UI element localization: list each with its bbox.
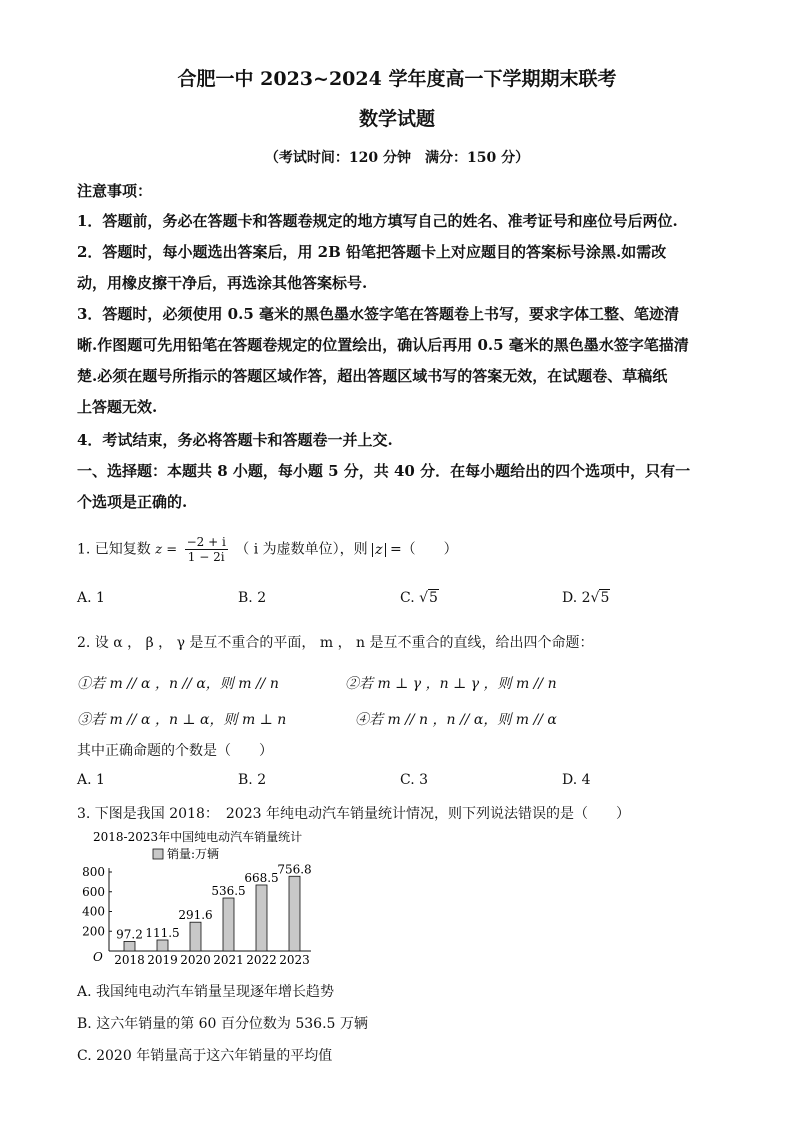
bar-2021 — [223, 898, 234, 951]
q1-abs-z: z — [372, 543, 385, 557]
y-tick-label: 600 — [82, 884, 105, 899]
x-tick-label: 2019 — [147, 953, 178, 967]
question-1-stem — [77, 535, 458, 564]
q3-option-b: B. 这六年销量的第 60 百分位数为 536.5 万辆 — [77, 1016, 368, 1032]
sqrt-symbol: √ — [419, 590, 429, 606]
note-line: 楚.必须在题号所指示的答题区域作答，超出答题区域书写的答案无效，在试题卷、草稿纸 — [77, 367, 668, 385]
q2-proposition-2: ②若 m ⊥ γ ，n ⊥ γ ，则 m // n — [345, 676, 557, 692]
y-tick-label: 800 — [82, 865, 105, 879]
sqrt-symbol: √ — [590, 590, 600, 606]
note-line: 3．答题时，必须使用 0.5 毫米的黑色墨水签字笔在答题卷上书写，要求字体工整、笔迹清 — [77, 305, 679, 323]
sales-bar-chart — [75, 826, 325, 974]
q1-prefix: 1. 已知复数 — [77, 541, 151, 558]
x-tick-label: 2018 — [114, 953, 145, 967]
q2-proposition-3: ③若 m // α ，n ⊥ α，则 m ⊥ n — [77, 712, 287, 728]
notes-heading: 注意事项： — [77, 182, 153, 200]
legend-label: 销量:万辆 — [167, 847, 220, 861]
note-line: 动，用橡皮擦干净后，再选涂其他答案标号. — [77, 274, 368, 292]
q1-middle: （ i 为虚数单位），则 — [235, 541, 368, 558]
q1-suffix: =（ ） — [389, 541, 458, 558]
note-line: 4．考试结束，务必将答题卡和答题卷一并上交. — [77, 431, 393, 449]
bar-2019 — [157, 940, 168, 951]
question-3-stem: 3. 下图是我国 2018： 2023 年纯电动汽车销量统计情况，则下列说法错误的是（ ） — [77, 806, 630, 822]
q1-option-c — [400, 590, 439, 606]
question-2-stem: 2. 设 α ， β ， γ 是互不重合的平面， m ， n 是互不重合的直线，给出四个命题： — [77, 635, 594, 651]
data-label: 756.8 — [277, 862, 312, 877]
data-label: 97.2 — [116, 927, 143, 942]
question-2-question: 其中正确命题的个数是（ ） — [77, 743, 273, 759]
exam-subject: 数学试题 — [358, 108, 435, 130]
data-label: 111.5 — [145, 925, 180, 940]
q3-option-a: A. 我国纯电动汽车销量呈现逐年增长趋势 — [77, 984, 335, 1000]
section-heading: 一、选择题：本题共 8 小题，每小题 5 分，共 40 分．在每小题给出的四个选项中，只有一 — [77, 462, 691, 480]
q1-option-d — [562, 590, 610, 606]
bar-2022 — [256, 885, 267, 951]
q1-fraction — [185, 535, 228, 564]
q2-option-b: B. 2 — [238, 772, 267, 788]
note-line: 1．答题前，务必在答题卡和答题卷规定的地方填写自己的姓名、准考证号和座位号后两位. — [77, 212, 678, 230]
chart-title: 2018-2023年中国纯电动汽车销量统计 — [93, 830, 303, 844]
q1-option-a: A. 1 — [77, 590, 105, 606]
q1-lhs: z = — [155, 542, 178, 558]
y-tick-label: 200 — [82, 924, 105, 939]
q2-option-d: D. 4 — [562, 772, 591, 788]
q2-proposition-4: ④若 m // n ，n // α，则 m // α — [355, 712, 557, 728]
x-tick-label: 2022 — [246, 953, 277, 967]
q1-option-d-label: D. 2 — [562, 590, 591, 606]
x-tick-label: 2023 — [279, 953, 310, 967]
section-heading: 个选项是正确的. — [77, 493, 188, 511]
q1-option-c-radicand: 5 — [429, 590, 438, 606]
data-label: 668.5 — [244, 870, 279, 885]
note-line: 晰.作图题可先用铅笔在答题卷规定的位置绘出，确认后再用 0.5 毫米的黑色墨水签字笔描清 — [77, 336, 689, 354]
legend-swatch — [153, 849, 163, 859]
origin-label: O — [93, 950, 103, 964]
x-tick-label: 2021 — [213, 953, 244, 967]
q2-proposition-1: ①若 m // α ，n // α，则 m // n — [77, 676, 279, 692]
q1-denominator: 1 − 2i — [187, 550, 225, 564]
q2-option-a: A. 1 — [77, 772, 105, 788]
q1-option-c-label: C. — [400, 590, 415, 606]
data-label: 291.6 — [178, 908, 213, 923]
bar-2020 — [190, 922, 201, 951]
q1-option-b: B. 2 — [238, 590, 267, 606]
q1-numerator: −2 + i — [186, 535, 226, 549]
q3-option-c: C. 2020 年销量高于这六年销量的平均值 — [77, 1048, 333, 1064]
bar-2018 — [124, 941, 135, 951]
y-tick-label: 400 — [82, 904, 105, 919]
x-tick-label: 2020 — [180, 953, 211, 967]
exam-title: 合肥一中 2023~2024 学年度高一下学期期末联考 — [177, 68, 617, 90]
note-line: 2．答题时，每小题选出答案后，用 2B 铅笔把答题卡上对应题目的答案标号涂黑.如需改 — [77, 243, 667, 261]
data-label: 536.5 — [211, 884, 246, 899]
q2-option-c: C. 3 — [400, 772, 429, 788]
note-line: 上答题无效. — [77, 398, 158, 416]
bar-2023 — [289, 876, 300, 951]
q1-option-d-radicand: 5 — [600, 590, 610, 606]
exam-info: （考试时间：120 分钟 满分：150 分） — [264, 150, 530, 166]
